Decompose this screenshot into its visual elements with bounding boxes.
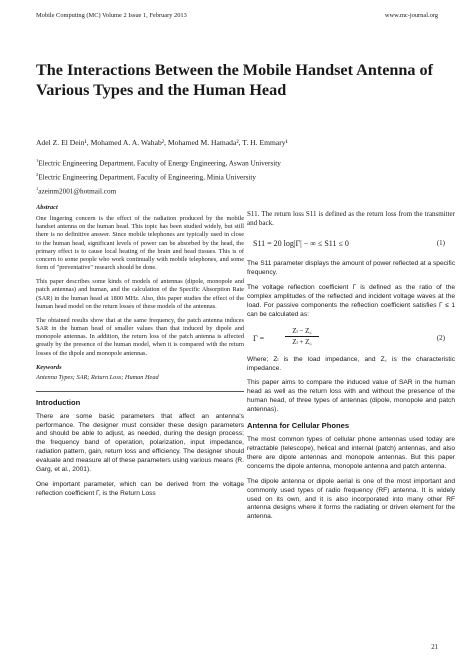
equation-2 bbox=[247, 326, 455, 352]
introduction-heading: Introduction bbox=[36, 397, 81, 407]
reflection-coefficient-paragraph: The voltage reflection coefficient Γ is defined as the ratio of the complex amplitudes of the reflected and incident voltage waves at the load. For passive components the reflection coefficient satisfies Γ ≤ 1 can be calculated as: bbox=[247, 284, 455, 318]
right-column bbox=[247, 210, 455, 650]
return-loss-paragraph: S11. The return loss S11 is defined as the return loss from the transmitter and back. bbox=[247, 210, 455, 228]
introduction-paragraph-2: One important parameter, which can be derived from the voltage reflection coefficient Γ, is the Return Loss bbox=[36, 481, 244, 497]
equation-2-number: (2) bbox=[436, 333, 445, 342]
equation-2-fraction bbox=[285, 326, 319, 347]
dipole-paragraph: The dipole antenna or dipole aerial is one of the most important and commonly used types of radio frequency (RF) antenna. It is widely used on its own, and it is also incorporated into many other RF antenna designs where it forms the radiating or driven element for the antenna. bbox=[247, 477, 455, 521]
equation-2-denominator: Zₗ + Z꜀ bbox=[285, 336, 319, 347]
affiliation-2: $^2$Electric Engineering Department, Faculty of Engineering, Minia University bbox=[36, 172, 257, 182]
affiliation-1: $^1$Electric Engineering Department, Faculty of Energy Engineering, Aswan University bbox=[36, 158, 281, 168]
cellular-antenna-heading: Antenna for Cellular Phones bbox=[247, 421, 350, 431]
abstract-block bbox=[36, 204, 244, 358]
abstract-paragraph-1: One lingering concern is the effect of the radiation produced by the mobile handset antenna on the human head. This topic has been studied widely, but still there is no definitive answer. Since mobile telephones are typically used in close to the human head, significant levels of power can be absorbed by the head, the primary effect is to cause local heating of the brain and head tissues. This is of concern to some people who work continually with mobile telephones, and some form of "preventative" research should be done. bbox=[36, 215, 244, 272]
author-email[interactable]: $^1$azeinm2001@hotmail.com bbox=[36, 186, 117, 196]
left-column bbox=[36, 204, 244, 644]
keywords-heading: Keywords bbox=[36, 363, 62, 371]
equation-2-numerator: Zₗ − Z꜀ bbox=[292, 326, 312, 335]
abstract-paragraph-3: The obtained results show that at the same frequency, the patch antenna induces SAR in the human head of smaller values than that induced by dipole and monopole antennas. In addition, the return loss of the patch antenna is affected greatly by the presence of the human model, when it is compared with the return losses of the dipole and monopole antennas. bbox=[36, 316, 244, 357]
s11-paragraph: The S11 parameter displays the amount of power reflected at a specific frequency. bbox=[247, 260, 455, 277]
page-number: 21 bbox=[431, 644, 438, 651]
keywords-text: Antenna Types; SAR; Return Loss; Human Head bbox=[36, 373, 159, 381]
author-list: Adel Z. El Dein¹, Mohamed A. A. Wahab², Mohamed M. Hamada², T. H. Emmary¹ bbox=[36, 138, 288, 147]
journal-name: Mobile Computing (MC) Volume 2 Issue 1, February 2013 bbox=[36, 12, 187, 19]
paper-title: The Interactions Between the Mobile Handset Antenna of Various Types and the Human Head bbox=[36, 61, 434, 99]
introduction-paragraph-1: There are some basic parameters that affect an antenna's performance. The designer must consider these design parameters and should be able to adjust, as needed, during the design process; the frequency band of operation, polarization, input impedance, radiation pattern, gain, return loss and efficiency. The designer should evaluate and measure all of these parameters using various means (R. Garg, et al., 2001). bbox=[36, 412, 244, 474]
antenna-types-paragraph: The most common types of cellular phone antennas used today are retractable (telescope), helical and internal (patch) antennas, and also there are dipole antennas and monopole antennas. But this paper concerns the dipole antenna, monopole antenna and patch antenna. bbox=[247, 436, 455, 470]
equation-2-lhs: Γ = bbox=[253, 333, 265, 343]
equation-1 bbox=[247, 234, 455, 256]
abstract-heading: Abstract bbox=[36, 204, 58, 211]
section-divider bbox=[36, 391, 244, 392]
impedance-paragraph: Where; Zₗ is the load impedance, and Z꜀ is the characteristic impedance. bbox=[247, 355, 455, 372]
running-head bbox=[36, 12, 438, 22]
equation-1-body: S11 = 20 log|Γ| − ∞ ≤ S11 ≤ 0 bbox=[253, 239, 349, 249]
equation-1-number: (1) bbox=[436, 239, 445, 248]
journal-url[interactable]: www.mc-journal.org bbox=[384, 12, 438, 19]
abstract-paragraph-2: This paper describes some kinds of models of antennas (dipole, monopole and patch antennas) and human, and the calculation of the Specific Absorption Rate (SAR) in the human head at 1800 MHz. Also, this paper studies the effect of the human head model on the return losses of these models of the antennas. bbox=[36, 278, 244, 310]
aims-paragraph: This paper aims to compare the induced value of SAR in the human head as well as the return loss with and without the presence of the human head, of three types of antennas (dipole, monopole and patch antennas). bbox=[247, 379, 455, 414]
